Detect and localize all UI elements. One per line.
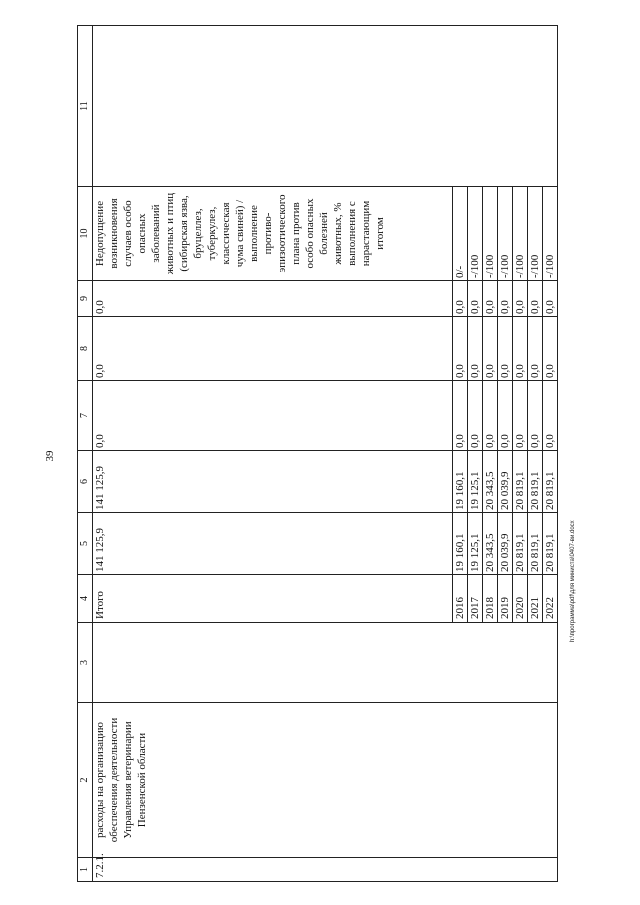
year-v9: 0,0	[543, 281, 558, 317]
year-v9: 0,0	[453, 281, 468, 317]
total-label: Итого	[93, 575, 453, 623]
indicator-text: Недопущение возникновения случаев особо опасных заболеваний животных и птиц (сибирская язва, бруцеллез, туберкулез, классическая чума свиней) / выполнение противо-эпизоотического плана против особо опасных болезней животных, % выполнения с нарастающим итогом	[93, 187, 453, 281]
year-v5: 19 160,1	[453, 513, 468, 575]
year-v8: 0,0	[483, 317, 498, 381]
year-v7: 0,0	[513, 381, 528, 451]
col-header: 9	[78, 281, 93, 317]
footer-file-path: h:\программа\pdf\для министа\0407-ви.docx	[570, 520, 576, 642]
year-v5: 19 125,1	[468, 513, 483, 575]
program-table	[77, 25, 558, 882]
year-v6: 20 343,5	[483, 451, 498, 513]
year-v9: 0,0	[513, 281, 528, 317]
year-v8: 0,0	[468, 317, 483, 381]
year-cell: 2022	[543, 575, 558, 623]
year-v6: 19 125,1	[468, 451, 483, 513]
year-v9: 0,0	[528, 281, 543, 317]
year-v9: 0,0	[498, 281, 513, 317]
col-header: 1	[78, 858, 93, 882]
col-header: 4	[78, 575, 93, 623]
year-cell: 2017	[468, 575, 483, 623]
year-v7: 0,0	[498, 381, 513, 451]
year-cell: 2016	[453, 575, 468, 623]
page-number: 39	[44, 450, 56, 462]
item-number: 7.2.1.	[93, 858, 558, 882]
total-v7: 0,0	[93, 381, 453, 451]
year-v10: -/100	[528, 187, 543, 281]
year-v6: 20 819,1	[543, 451, 558, 513]
total-v8: 0,0	[93, 317, 453, 381]
year-v10: -/100	[513, 187, 528, 281]
total-row	[93, 26, 453, 882]
year-v6: 20 039,9	[498, 451, 513, 513]
year-v5: 20 819,1	[528, 513, 543, 575]
year-cell: 2019	[498, 575, 513, 623]
item-name: расходы на организацию обеспечения деятельности Управления ветеринарии Пензенской области	[93, 703, 558, 858]
year-v7: 0,0	[453, 381, 468, 451]
year-v8: 0,0	[498, 317, 513, 381]
year-v10: -/100	[498, 187, 513, 281]
year-v6: 20 819,1	[528, 451, 543, 513]
col3-cell	[93, 623, 558, 703]
year-v7: 0,0	[543, 381, 558, 451]
year-cell: 2020	[513, 575, 528, 623]
year-v8: 0,0	[513, 317, 528, 381]
year-v8: 0,0	[543, 317, 558, 381]
col-header: 8	[78, 317, 93, 381]
year-v6: 20 819,1	[513, 451, 528, 513]
year-v7: 0,0	[468, 381, 483, 451]
year-v9: 0,0	[483, 281, 498, 317]
year-cell: 2021	[528, 575, 543, 623]
year-v7: 0,0	[528, 381, 543, 451]
year-v10: -/100	[468, 187, 483, 281]
year-v8: 0,0	[453, 317, 468, 381]
total-v5: 141 125,9	[93, 513, 453, 575]
year-v5: 20 819,1	[543, 513, 558, 575]
col-header: 5	[78, 513, 93, 575]
year-v10: -/100	[543, 187, 558, 281]
col-header: 6	[78, 451, 93, 513]
column-number-row	[78, 26, 93, 882]
col-header: 2	[78, 703, 93, 858]
year-v6: 19 160,1	[453, 451, 468, 513]
rotated-table-area	[77, 25, 596, 882]
col-header: 11	[78, 26, 93, 187]
year-v5: 20 819,1	[513, 513, 528, 575]
year-v7: 0,0	[483, 381, 498, 451]
year-v10: -/100	[483, 187, 498, 281]
year-v9: 0,0	[468, 281, 483, 317]
col-header: 3	[78, 623, 93, 703]
col11-cell	[93, 26, 558, 187]
total-v6: 141 125,9	[93, 451, 453, 513]
col-header: 7	[78, 381, 93, 451]
year-cell: 2018	[483, 575, 498, 623]
year-v5: 20 343,5	[483, 513, 498, 575]
year-v5: 20 039,9	[498, 513, 513, 575]
year-v10: 0/-	[453, 187, 468, 281]
total-v9: 0,0	[93, 281, 453, 317]
col-header: 10	[78, 187, 93, 281]
year-v8: 0,0	[528, 317, 543, 381]
